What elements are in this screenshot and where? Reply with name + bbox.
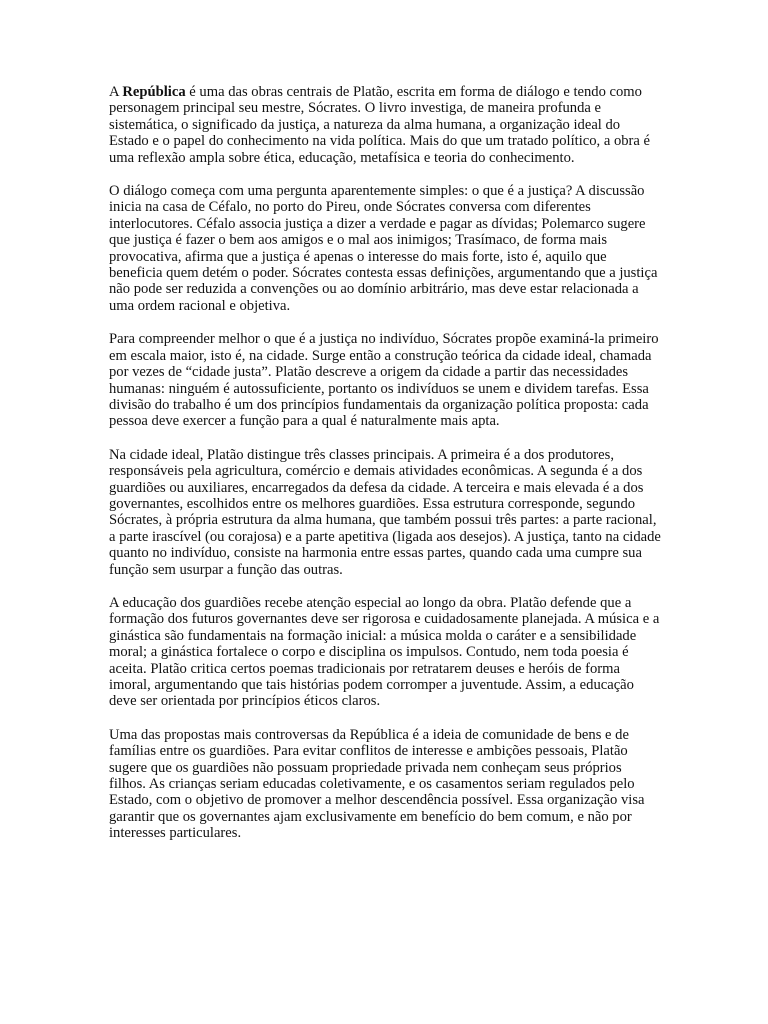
paragraph-community-of-goods: Uma das propostas mais controversas da República é a ideia de comunidade de bens e de famílias entre os guardiões. Para evitar conflitos de interesse e ambições pessoais, Platão sugere que os guardiões não possuam propriedade privada nem conheçam seus próprios filhos. As crianças seriam educadas coletivamente, e os casamentos seriam regulados pelo Estado, com o objetivo de promover a melhor descendência possível. Essa organização visa garantir que os governantes ajam exclusivamente em benefício do bem comum, e não por interesses particulares. [109, 726, 645, 842]
book-title-bold: República [122, 84, 186, 100]
paragraph-guardian-education: A educação dos guardiões recebe atenção especial ao longo da obra. Platão defende que a formação dos futuros governantes deve ser rigorosa e cuidadosamente planejada. A música e a ginástica são fundamentais na formação inicial: a música molda o caráter e a sensibilidade moral; a ginástica fortalece o corpo e disciplina os impulsos. Contudo, nem toda poesia é aceita. Platão critica certos poemas tradicionais por retratarem deuses e heróis de forma imoral, argumentando que tais histórias podem corromper a juventude. Assim, a educação deve ser orientada por princípios éticos claros. [109, 594, 660, 710]
paragraph-dialogue-opening: O diálogo começa com uma pergunta aparentemente simples: o que é a justiça? A discussão inicia na casa de Céfalo, no porto do Pireu, onde Sócrates conversa com diferentes interlocutores. Céfalo associa justiça a dizer a verdade e pagar as dívidas; Polemarco sugere que justiça é fazer o bem aos amigos e o mal aos inimigos; Trasímaco, de forma mais provocativa, afirma que a justiça é apenas o interesse do mais forte, isto é, aquilo que beneficia quem detém o poder. Sócrates contesta essas definições, argumentando que a justiça não pode ser reduzida a convenções ou ao domínio arbitrário, mas deve estar relacionada a uma ordem racional e objetiva. [109, 183, 658, 314]
paragraph-three-classes: Na cidade ideal, Platão distingue três classes principais. A primeira é a dos produtores, responsáveis pela agricultura, comércio e demais atividades econômicas. A segunda é a dos guardiões ou auxiliares, encarregados da defesa da cidade. A terceira e mais elevada é a dos governantes, escolhidos entre os melhores guardiões. Essa estrutura corresponde, segundo Sócrates, à própria estrutura da alma humana, que também possui três partes: a parte racional, a parte irascível (ou corajosa) e a parte apetitiva (ligada aos desejos). A justiça, tanto na cidade quanto no indivíduo, consiste na harmonia entre essas partes, quando cada uma cumpre sua função sem usurpar a função das outras. [109, 446, 661, 578]
paragraph-ideal-city: Para compreender melhor o que é a justiça no indivíduo, Sócrates propõe examiná-la primeiro em escala maior, isto é, na cidade. Surge então a construção teórica da cidade ideal, chamada por vezes de “cidade justa”. Platão descreve a origem da cidade a partir das necessidades humanas: ninguém é autossuficiente, portanto os indivíduos se unem e dividem tarefas. Essa divisão do trabalho é um dos princípios fundamentais da organização política proposta: cada pessoa deve exercer a função para a qual é naturalmente mais apta. [109, 331, 659, 430]
paragraph-intro [109, 84, 661, 166]
intro-prefix: A [109, 84, 123, 100]
document-page [109, 84, 661, 842]
intro-text: é uma das obras centrais de Platão, escrita em forma de diálogo e tendo como personagem principal seu mestre, Sócrates. O livro investiga, de maneira profunda e sistemática, o significado da justiça, a natureza da alma humana, a organização ideal do Estado e o papel do conhecimento na vida política. Mais do que um tratado político, a obra é uma reflexão ampla sobre ética, educação, metafísica e teoria do conhecimento. [109, 84, 651, 166]
